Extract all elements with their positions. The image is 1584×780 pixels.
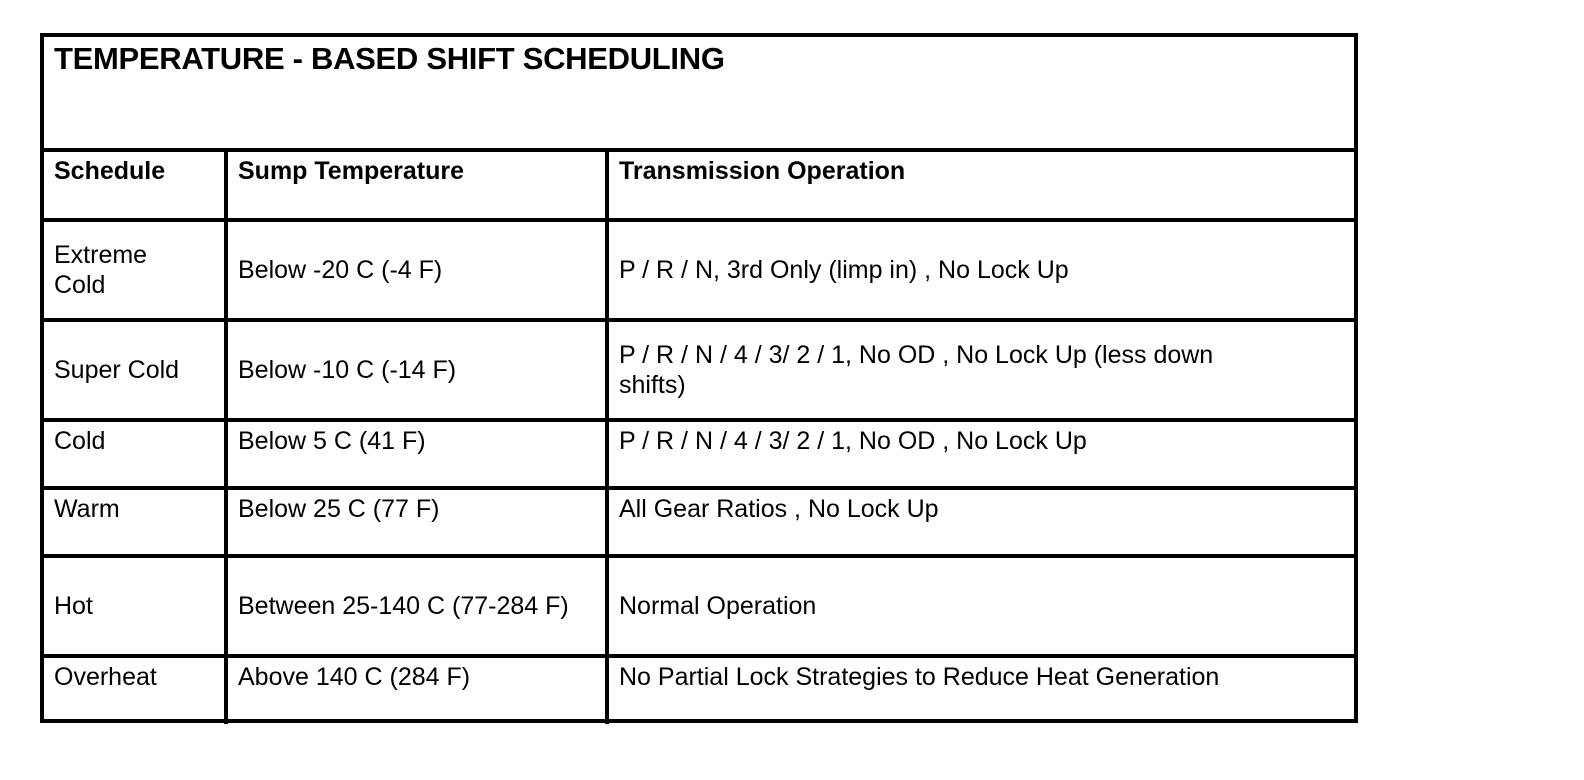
schedule-cell: Extreme Cold	[44, 220, 226, 320]
table-row	[44, 656, 1354, 724]
title-row	[44, 37, 1354, 152]
table-row	[44, 556, 1354, 656]
table-row	[44, 488, 1354, 556]
schedule-cell: Overheat	[44, 656, 226, 724]
sump-temperature-cell: Below 25 C (77 F)	[226, 488, 607, 556]
sump-temperature-cell: Below -10 C (-14 F)	[226, 320, 607, 420]
sump-temperature-cell: Between 25-140 C (77-284 F)	[226, 556, 607, 656]
column-header-sump-temperature: Sump Temperature	[226, 152, 607, 220]
transmission-operation-cell: All Gear Ratios , No Lock Up	[607, 488, 1354, 556]
transmission-operation-cell: Normal Operation	[607, 556, 1354, 656]
shift-scheduling-table-frame	[40, 33, 1358, 723]
table-title: TEMPERATURE - BASED SHIFT SCHEDULING	[54, 41, 725, 76]
table-row	[44, 420, 1354, 488]
table-row	[44, 320, 1354, 420]
schedule-cell: Super Cold	[44, 320, 226, 420]
sump-temperature-cell: Above 140 C (284 F)	[226, 656, 607, 724]
sump-temperature-cell: Below -20 C (-4 F)	[226, 220, 607, 320]
schedule-cell: Cold	[44, 420, 226, 488]
sump-temperature-cell: Below 5 C (41 F)	[226, 420, 607, 488]
schedule-cell: Warm	[44, 488, 226, 556]
table-row	[44, 220, 1354, 320]
schedule-cell: Hot	[44, 556, 226, 656]
transmission-operation-cell: P / R / N, 3rd Only (limp in) , No Lock Up	[607, 220, 1354, 320]
column-header-transmission-operation: Transmission Operation	[607, 152, 1354, 220]
transmission-operation-cell: P / R / N / 4 / 3/ 2 / 1, No OD , No Lock Up (less down shifts)	[607, 320, 1354, 420]
transmission-operation-cell: P / R / N / 4 / 3/ 2 / 1, No OD , No Lock Up	[607, 420, 1354, 488]
transmission-operation-cell: No Partial Lock Strategies to Reduce Heat Generation	[607, 656, 1354, 724]
shift-scheduling-table	[44, 152, 1354, 724]
column-header-schedule: Schedule	[44, 152, 226, 220]
header-row	[44, 152, 1354, 220]
